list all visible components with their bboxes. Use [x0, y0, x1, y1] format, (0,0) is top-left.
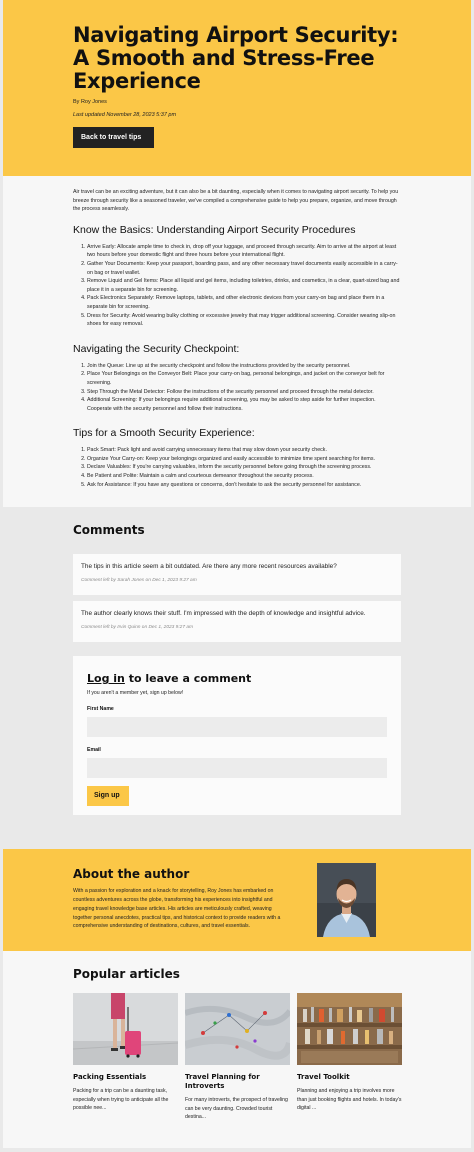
list-item: 3. Remove Liquid and Gel Items: Place all liquid and gel items, including toiletries, drinks, and cosmetics, in a clear, quart-sized bag and place it in a separate bin for screening. [87, 277, 401, 294]
popular-heading: Popular articles [73, 967, 180, 982]
login-link[interactable]: Log in [87, 672, 125, 686]
last-updated: Last updated November 28, 2023 5:37 pm [73, 112, 177, 118]
comment-text: The author clearly knows their stuff. I'm impressed with the depth of knowledge and insightful advice. [81, 610, 366, 618]
article-card[interactable] [297, 993, 402, 1122]
sign-up-button[interactable]: Sign up [87, 786, 129, 806]
comment-card [73, 601, 401, 642]
page-title: Navigating Airport Security: A Smooth and Stress-Free Experience [73, 23, 399, 93]
list-item: 2. Gather Your Documents: Keep your passport, boarding pass, and any other necessary travel documents easily accessible in a carry-on bag or travel wallet. [87, 260, 401, 277]
list-item: 5. Dress for Security: Avoid wearing bulky clothing or excessive jewelry that may trigger additional screening. Consider wearing slip-on shoes for easy removal. [87, 312, 401, 329]
comment-meta: Comment left by Irvin Quinn on Dec 1, 2023 9:27 am [81, 625, 193, 631]
section-list [73, 446, 401, 489]
card-description: For many introverts, the prospect of traveling can be very daunting. Crowded tourist destina... [185, 1097, 288, 1121]
login-heading [87, 672, 387, 685]
list-item: 3. Declare Valuables: If you're carrying valuables, inform the security personnel before going through the screening process. [87, 463, 401, 472]
section-heading: Tips for a Smooth Security Experience: [73, 427, 255, 440]
popular-articles-section [3, 951, 471, 1122]
article-cards [73, 993, 401, 1122]
card-title[interactable]: Packing Essentials [73, 1073, 147, 1082]
list-item: 1. Join the Queue: Line up at the security checkpoint and follow the instructions provided by the security personnel. [87, 362, 401, 371]
article-card[interactable] [73, 993, 178, 1122]
list-item: 4. Additional Screening: If your belongings require additional screening, you may be asked to step aside for further inspection. Cooperate with the security personnel and follow their instructions. [87, 396, 401, 413]
author-portrait-image [317, 863, 376, 937]
list-item: 2. Place Your Belongings on the Conveyor Belt: Place your carry-on bag, personal belongings, and jacket on the conveyor belt for screening. [87, 370, 401, 387]
section-heading: Navigating the Security Checkpoint: [73, 342, 240, 355]
comments-heading: Comments [73, 523, 145, 538]
card-description: Packing for a trip can be a daunting task, especially when trying to anticipate all the possible nee... [73, 1088, 169, 1112]
comment-text: The tips in this article seem a bit outdated. Are there any more recent resources available? [81, 563, 337, 571]
travel-toolkit-image[interactable] [297, 993, 402, 1065]
author-photo [317, 863, 376, 937]
list-item: 3. Step Through the Metal Detector: Follow the instructions of the security personnel and proceed through the metal detector. [87, 388, 401, 397]
login-heading-text: to leave a comment [124, 672, 252, 686]
about-author-section [3, 849, 471, 951]
page [3, 0, 471, 1148]
list-item: 2. Organize Your Carry-on: Keep your belongings organized and easily accessible to minimize time spent searching for items. [87, 455, 401, 464]
card-title[interactable]: Travel Planning for Introverts [185, 1073, 260, 1091]
article-hero [3, 0, 471, 176]
first-name-label: First Name [87, 706, 114, 713]
comment-card [73, 554, 401, 595]
first-name-field[interactable] [87, 717, 387, 737]
card-description: Planning and enjoying a trip involves more than just booking flights and hotels. In today's digital ... [297, 1088, 402, 1112]
signup-prompt: If you aren't a member yet, sign up below! [87, 690, 184, 697]
author-byline: By Roy Jones [73, 99, 107, 105]
article-card[interactable] [185, 993, 290, 1122]
card-title[interactable]: Travel Toolkit [297, 1073, 350, 1082]
back-to-travel-tips-button[interactable]: Back to travel tips [73, 127, 154, 148]
article-intro: Air travel can be an exciting adventure, but it can also be a bit daunting, especially when it comes to navigating airport security. To help you breeze through security like a seasoned traveler, we've compiled a comprehensive guide to help you prepare, organize, and move through the process seamlessly. [73, 189, 399, 213]
comments-section [3, 507, 471, 849]
list-item: 5. Ask for Assistance: If you have any questions or concerns, don't hesitate to ask the security personnel for assistance. [87, 481, 401, 490]
section-list [73, 362, 401, 414]
email-label: Email [87, 747, 101, 754]
packing-essentials-image[interactable] [73, 993, 178, 1065]
author-heading: About the author [73, 867, 190, 882]
list-item: 4. Be Patient and Polite: Maintain a calm and courteous demeanor throughout the security process. [87, 472, 401, 481]
comment-meta: Comment left by Sarah Jones on Dec 1, 2023 9:27 am [81, 578, 197, 584]
section-heading: Know the Basics: Understanding Airport Security Procedures [73, 223, 356, 236]
travel-planning-image[interactable] [185, 993, 290, 1065]
section-list [73, 243, 401, 329]
article-body [3, 176, 471, 489]
author-bio: With a passion for exploration and a knack for storytelling, Roy Jones has embarked on countless adventures across the globe, transforming his experiences into insightful and engaging travel knowledge base articles. His articles are meticulously crafted, weaving together personal anecdotes, practical tips, and historical context to provide readers with a comprehensive understanding of destinations, cultures, and travel essentials. [73, 888, 281, 930]
comment-signup-form [73, 656, 401, 815]
list-item: 4. Pack Electronics Separately: Remove laptops, tablets, and other electronic devices from your carry-on bag and place them in a separate bin for screening. [87, 294, 401, 311]
list-item: 1. Arrive Early: Allocate ample time to check in, drop off your luggage, and proceed through security. Aim to arrive at the airport at least two hours before your domestic flight and three hours before your international flight. [87, 243, 401, 260]
list-item: 1. Pack Smart: Pack light and avoid carrying unnecessary items that may slow down your security check. [87, 446, 401, 455]
email-field[interactable] [87, 758, 387, 778]
